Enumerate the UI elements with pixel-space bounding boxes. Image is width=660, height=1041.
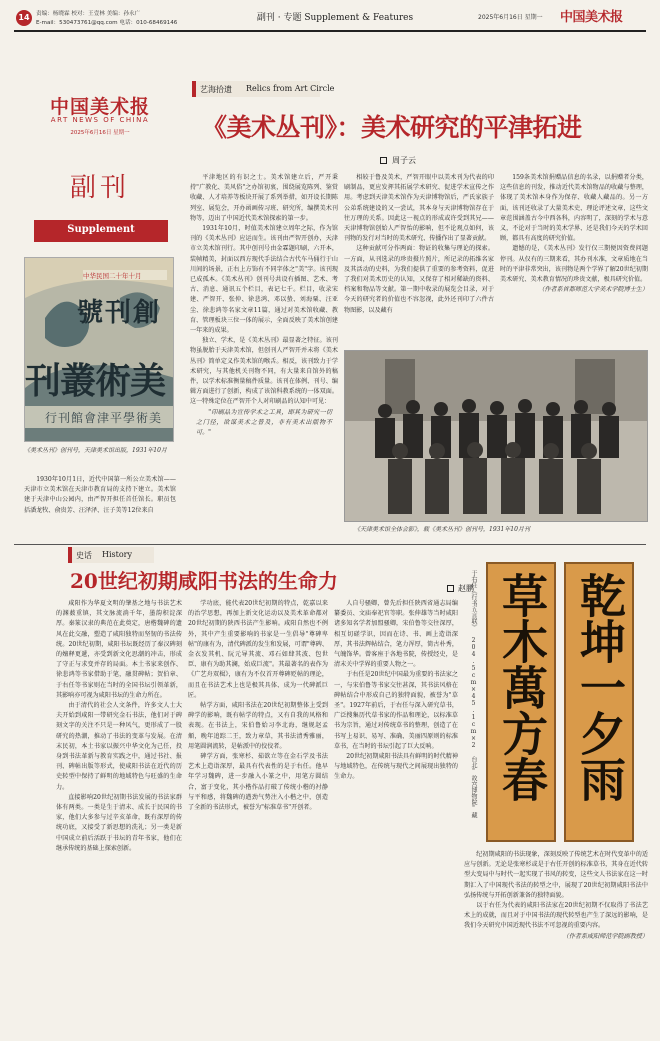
article1-author-square: [380, 157, 387, 164]
article2-tag: 史话: [76, 551, 92, 560]
group-photo-icon: [345, 351, 648, 522]
cover-text-top: 中华民国二十年十月: [83, 272, 142, 280]
article1-col2-p1: 相较于鲁及美术，严智开眼中以美术刊为代表的印刷制品，更应发挥其拓展学术研究、促进学术宣传之作用。考虑到天津美术馆作为天津博物馆后，严氏家族子公弟系统建设的又一尝试，其本身与天津博物馆存在于往万理的关系。因此这一视点的形成或许受到其兄——天津博物馆创始人严智怡的影响，但不论观点如何，该刊物的发行对当时的美术研究、传播作出了显著贡献。: [344, 174, 494, 243]
article1-tag: 艺海拾遗: [200, 85, 232, 94]
article1-col2: [344, 173, 494, 343]
article1-col1-p3: 独立、学术，是《美术丛刊》最显著之特征。该刊物虽脱胎于天津美术馆，但创刊人严智开并未将《美术丛刊》简单定义作美术馆的喉舌。相反，该刊致力于学术研究，与其他机关刊物不同，有大量来自馆外的稿件，以学术标准衡量稿件质量。该刊在体例、刊号、编辑方面进行了创新，构成了该馆科教系统的一体双面。这一特殊定位在严智开个人对印刷品的认知中可见：: [190, 337, 338, 406]
header-brand-logo: 中国美术报: [560, 10, 623, 25]
page-number-badge: 14: [16, 10, 32, 26]
article1-col1-quote: "印刷品为宣传学术之工具，即其为研究一切之门径，欲谋美术之普及，非有美术出版物不可。": [196, 408, 332, 437]
article1-col1: [190, 173, 338, 545]
calligraphy-caption: 于右任《行书五言联》 204.5cm×45.1cm×2 台北"故宫博物院"藏: [470, 570, 477, 818]
article1-col3-sign: （作者系首都师范大学美术学院博士生）: [538, 286, 648, 294]
header-rule: [14, 30, 646, 32]
sidebar-title: 副刊: [69, 173, 130, 203]
sidebar-date: 2025年6月16日 星期一: [70, 130, 130, 136]
article2-col3: [334, 599, 458, 1031]
cover-caption: 《美术丛刊》创刊号，天津美术馆出版，1931年10月: [24, 447, 167, 454]
page-header: [0, 0, 660, 44]
cover-text-mid: 號刊創: [77, 298, 162, 328]
article2-col3-p1: 人自号骚卿，曾先后担任陕西省通志局编纂委员、文庙奉祀官等职。张伸雄等当时咸阳诸多知名学者加盟骚卿，宋伯鲁等交往深厚，相互切磋学识，因而在诗、书、画上造诣深厚，其书法辉帖结合，笔力浑厚，简古朴秀，气魄饰华。曾客座于各地书院，传授经史，是清末关中学界的重要人物之一。: [334, 600, 458, 669]
article1-title: 《美术丛刊》：美术研究的平津拓进: [202, 113, 582, 142]
article2-col2-p1: 学功底，能代表20世纪初期的特点，乾嘉以来的治学思想，再加上新文化运动以及美术革命都对20世纪初期的陕西书法产生影响。咸阳自然也不例外，其中产生重要影响的书家是一生倡导"尊碑卑帖"的康有为，清代碑派的发生和发展，可谓"尊碑、金衣发其机、阮元导其流、邓石如肆其波、包世臣、康有为助其澜，始成巨流"。其最著名的表作为《广艺舟双楫》，康有为不仅首开尊碑贬帖的理论，而且在书法艺术上也是极其具体、成为一代碑派巨匠。: [188, 600, 328, 699]
article1-author: 周子云: [392, 156, 416, 165]
sidebar-body-text: 1930年10月1日，近代中国第一所公立美术馆——天津市立美术馆在天津市教育局的支持下建立。美术馆建于天津中山公园内，由严智开担任首任馆长。职员包括潘龙牧、俞贵芳、汪泽泽、汪子美等12位来自: [24, 476, 176, 514]
article2-col1: [56, 599, 182, 1031]
cover-text-big: 刊叢術美: [25, 360, 166, 402]
article1-tag-en: Relics from Art Circle: [246, 84, 335, 93]
article2-col4: [464, 850, 648, 1030]
article2-col3-p3: 20世纪初期咸阳书法具有鲜明的时代精神与地域特色，在传统与现代之间展现出独特的生命力。: [334, 753, 458, 781]
calligraphy-text-left: 草木萬方春: [495, 572, 549, 802]
article2-col1-p1: 咸阳作为华夏文明的肇基之地与书法艺术的渊薮重镇，其文脉流淌千年，墨韵积淀深厚。秦篆汉隶的典范在此奠定，唐楷魏碑的遗风在此交融，塑造了咸阳独特而坚韧的书法传统。20世纪初期，咸阳书坛既经历了秦汉碑刻的嬗释更遞，亦受到新文化思潮的冲击，形成了守正与求变并存的局面。本土书家来创作、徐悲鸿等书家借助于笔，融贯碑帖；贺伯章、于右任等书家则在当时的全国书坛引领革新，其影响亦可视为咸阳书坛的生命力所在。: [56, 600, 182, 699]
calligraphy-text-right: 乾坤一夕雨: [573, 572, 627, 802]
article2-author-square: [447, 585, 454, 592]
section-title: 副刊 · 专题 Supplement & Features: [256, 13, 414, 23]
article2-col4-sign: （作者系咸阳师范学院副教授）: [562, 932, 648, 940]
article1-col3-p2: 遗憾的是，《美术丛刊》发行仅三期便因资费问题停刊。从仅有的三期来看，其办刊水准，文章质地在当时的平津非常突出，该刊物是两个学界了解20世纪初期美术研究、美术教育情况的珍贵文献，极具研究价值。: [500, 245, 648, 284]
editors-line-2: E-mail：530473761@qq.com 电话：010-68469146: [36, 20, 178, 26]
sidebar-logo-en: ART NEWS OF CHINA: [50, 116, 150, 124]
cover-text-bottom: 行刊館會津平學術美: [45, 411, 163, 425]
sidebar-logo: 中国美术报: [49, 96, 150, 118]
article2-col3-p2: 于右任是20世纪中国最为重要的书法家之一，与宋伯鲁等书家交往甚深，其书法风格在碑帖结合中形成自己的独特面貌，被誉为"草圣"。1927年前后，于右任与深入研究草书，广泛搜集历代草书家的作品和理论，以标准草书为宗旨，通过对传统草书的整理，创造了在书写上易识、易写、准确、美丽四原则的标准草书，在当时的书坛引起了巨大反响。: [334, 671, 458, 750]
article2-col4-p1: 纪初期咸阳的书法现象，深刻反映了传统艺术在时代变革中的适应与创新。无论是张寒杉或是于右任开创的标准草书，其身在近代转型大变局中与时代一起实现了书风的转变，这些文人书法家在这一时期汇入了中国现代书法的转型之中，展现了20世纪初期咸阳书法中弘扬传统与开拓创新兼备的独特面貌。: [464, 851, 648, 899]
article2-col2: [188, 599, 328, 1031]
article2-title: 20世纪初期咸阳书法的生命力: [70, 569, 338, 593]
supplement-banner-label: Supplement: [67, 224, 135, 235]
article2-col2-p3: 碑学方面，张寒杉、茹欲立等在金石学及书法艺术上造诣深厚，最具有代表性的是于右任。他早年学习魏碑，进一步融入小篆之中，用笔方圆结合，富于变化，其小楷作品打破了传统小楷的衬静与平和感，将魏碑的遒劲气势注入小楷之中，创造了全新的书法形式，被誉为"标准草书"开创者。: [188, 753, 328, 812]
magazine-cover-image: [24, 257, 174, 442]
article1-col1-p1: 平津地区的有识之士。美术馆建立后，严开秉持"广教化、美风俗"之办馆初衷，围绕展览陈列、鉴赏收藏、人才培养等板块开展了系列举措，如开设长期陈列室、展览会，开办函画传习班、研究所，编撰美术刊物等，迈出了中国近代美术馆探索的第一步。: [190, 174, 338, 222]
sidebar: [22, 72, 176, 562]
article1-col1-p2: 1931年10月，时值美术馆建立周年之际，作为馆刊的《美术丛刊》应运而生。该刊由严智开创办，天津市立美术馆刊行。其中创刊号由金霖题印刷，六开本，装帧精美，封面以西方现代手法结合古代车马俑行于山川间的场景，正右上方饰有不同字体之"美"字。该刊现已成孤本。《美术丛刊》创刊号共设有插图、艺术、考古、消息、通讯五个栏目，表记七千。栏目，收录宋建、严智开、张仲、徐悲鸿、邓以蛰、刘海粟、汪亚尘、徐悲鸿等名家文章11篇，通过对美术馆收藏、教育、管理板块三位一体的展示，全面反映了美术馆创建一年来的成果。: [190, 225, 338, 335]
article2-col1-p2: 由于清代的社会人文条件，许多文人士大夫开始到咸阳一带研究金石书法，他们对于碑刻文字的关注不只是一种风气，更形成了一股研究的热潮，推动了书法的变革与发展。在清末民初，本土书家以振兴中华文化为己任，投身到书法革新与教育实践之中，通过书社、报刊、碑帖出版等形式，使咸阳书法在近代的历史转型中保持了鲜明的地域特色与旺盛的生命力。: [56, 702, 182, 791]
article2-author: 赵鹏: [458, 584, 474, 593]
article2-col4-p2: 以于右任为代表的咸阳书法家在20世纪初期不仅取得了书法艺术上的成就，而且对于中国书法的现代转型也产生了深远的影响，是我们今天研究中国近现代书法不可忽视的重要内容。: [464, 902, 648, 930]
group-photo-caption: 《天津美术馆全体会影》，载《美术丛刊》创刊号，1931年10月刊: [354, 526, 530, 533]
article1-col2-p2: 这种贡献可分作两面：物证的收集与理论的探索。一方面，从刊选录的珍贵摄片照片，所记录的拓维名家及其活动的史料，为我们提供了重要的参考资料，促进了我们对美术历史的认知，又保存了相对稀缺的资料、档案和物品等文献。第一期中收录的展览会目录，对于今天的研究者的价值也不容忽视，此外还刊印了六件古物图影，以及藏有: [344, 245, 494, 314]
group-photo: [344, 350, 648, 522]
header-date: 2025年6月16日 星期一: [478, 14, 543, 21]
article2-tag-en: History: [102, 550, 133, 559]
article1-col3-p1: 159条美术馆捐赠品信息的名录，以捐赠者分类，这些信息的刊发，推动近代美术馆物品的收藏与整理，体现了美术馆本身作为保存、收藏人藏品的。另一方面，该刊还收录了大量美术史、理论评述文章，这些文章范围涵盖古今中西各科，内容明了，深刻的学术与意义，不论对于当时的美术学界、还是我们今天的学术回顾，都具有高度的研究价值。: [500, 174, 648, 243]
section-divider: [14, 544, 646, 545]
article2-col1-p3: 直接影响20世纪初期书法发展的书法家群体有两类。一类是生于清末、成长于民国的书家，他们大多参与过辛亥革命，既有深厚的传统功底，又接受了新思想的洗礼；另一类是新中国成立前后活跃于书坛的青年书家，他们在继承传统的基础上探索创新。: [56, 793, 182, 852]
editors-line-1: 责编：杨晓霖 校对：王壹林 美编：孙永广: [36, 11, 141, 17]
article1-col3: [500, 173, 648, 353]
article2-col2-p2: 帖学方面，咸阳书法在20世纪初期整体上受到碑学的影响，既有帖学的特点，又有自我的风格和表现。在书法上，宋伯鲁始习李北海，继规赵孟頫，晚年追踪二王，致力章草，其书法清秀雅丽，用笔圆润流转，是帖派中的佼佼者。: [188, 702, 328, 750]
